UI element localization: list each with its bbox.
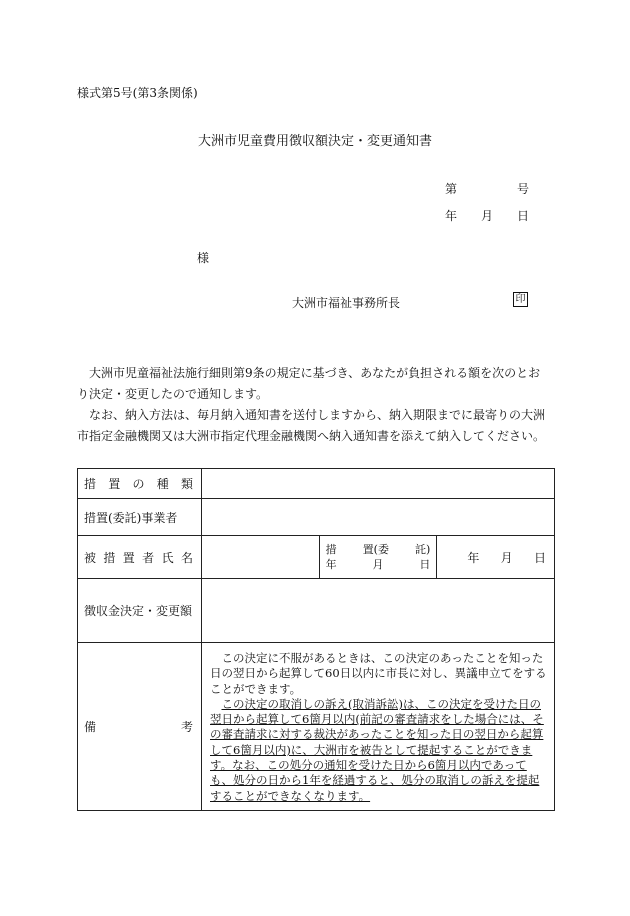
label-char: 氏 [161, 550, 174, 565]
label-char: 考 [180, 719, 193, 734]
label-contractor: 措置(委託)事業者 [78, 499, 202, 536]
measure-date-month: 月 [500, 550, 513, 565]
label-char: の [132, 477, 145, 491]
label-char: 措 [103, 550, 116, 565]
form-number: 様式第5号(第3条関係) [77, 86, 198, 100]
label-char: 類 [180, 477, 193, 491]
notice-table [77, 468, 555, 811]
label-char: 措 [325, 543, 337, 556]
issue-number-date [443, 176, 529, 230]
notice-paragraph-1: 大洲市児童福祉法施行細則第9条の規定に基づき、あなたが負担される額を次のとおり決定・変更したので通知します。 [77, 366, 541, 401]
remark-appeal: この決定に不服があるときは、この決定のあったことを知った日の翌日から起算して60日以内に市長に対し、異議申立てをすることができます。 [210, 651, 547, 696]
label-char: 措 [84, 477, 97, 491]
issuer-office: 大洲市福祉事務所長 [292, 296, 401, 310]
label-char: 者 [142, 550, 155, 565]
row-contractor [78, 499, 555, 536]
value-contractor [202, 499, 555, 536]
label-char: 種 [156, 477, 169, 491]
date-year: 年 [445, 209, 458, 223]
notice-paragraph-2: なお、納入方法は、毎月納入通知書を送付しますから、納入期限までに最寄りの大洲市指定金融機関又は大洲市指定代理金融機関へ納入通知書を添えて納入してください。 [77, 408, 546, 443]
label-char: 名 [180, 550, 193, 565]
notice-body [77, 363, 552, 447]
label-char: 置 [108, 477, 121, 491]
row-recipient [78, 536, 555, 579]
document-number-row [443, 176, 529, 203]
label-char: 置 [122, 550, 135, 565]
label-measure-date [319, 536, 437, 579]
document-title: 大洲市児童費用徴収額決定・変更通知書 [197, 134, 432, 149]
remark-lawsuit: この決定の取消しの訴え(取消訴訟)は、この決定を受けた日の翌日から起算して6箇月以内(前記の審査請求をした場合には、その審査請求に対する裁決があったことを知った日の翌日から起算して6箇月以内)に、大洲市を被告として提起することができます。なお、この処分の通知を受けた日から6箇月以内であっても、処分の日から1年を経過すると、処分の取消しの訴えを提起することができなくなります。 [210, 696, 544, 803]
label-fee-amount: 徴収金決定・変更額 [78, 579, 202, 643]
value-recipient-name [202, 536, 320, 579]
label-char: 年 [325, 558, 337, 571]
sub-label-line-2 [326, 557, 431, 572]
value-remarks [202, 643, 555, 811]
measure-date-day: 日 [533, 550, 546, 565]
seal-mark: 印 [513, 292, 528, 307]
label-remarks [78, 643, 202, 811]
number-go: 号 [517, 182, 530, 196]
label-char: 置(委 [362, 543, 389, 556]
sub-label-line-1 [326, 542, 431, 557]
row-remarks [78, 643, 555, 811]
addressee-sama: 様 [197, 251, 210, 265]
issue-date-row [443, 203, 529, 230]
row-fee-amount [78, 579, 555, 643]
measure-date-year: 年 [467, 550, 480, 565]
date-day: 日 [517, 209, 530, 223]
label-char: 日 [419, 558, 431, 571]
date-month: 月 [481, 209, 494, 223]
value-measure-date [437, 536, 555, 579]
label-char: 月 [372, 558, 384, 571]
number-dai: 第 [445, 182, 458, 196]
label-recipient-name [78, 536, 202, 579]
row-measure-type [78, 469, 555, 499]
value-fee-amount [202, 579, 555, 643]
value-measure-type [202, 469, 555, 499]
label-measure-type [78, 469, 202, 499]
label-char: 被 [84, 550, 97, 565]
label-char: 託) [415, 543, 431, 556]
label-char: 備 [84, 719, 97, 734]
